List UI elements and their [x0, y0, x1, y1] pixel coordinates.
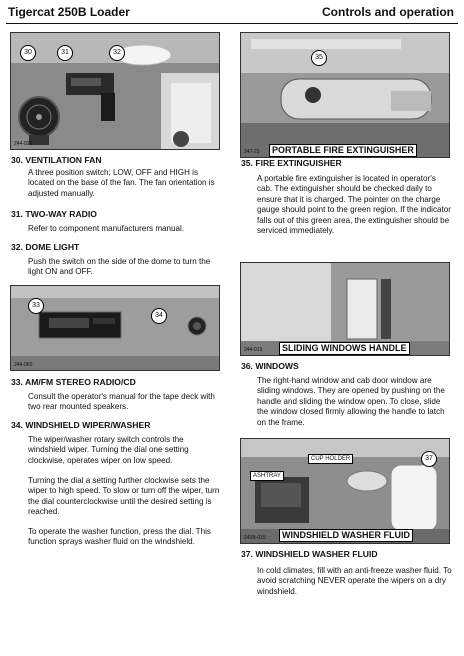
callout-34: 34: [151, 308, 167, 324]
cup-holder-tag: CUP HOLDER: [308, 454, 353, 464]
windows-photo: [240, 262, 450, 356]
washer-photo: [240, 438, 450, 544]
section-36-body: The right-hand window and cab door window are sliding windows. They are opened by pushing on the handle and sliding the window open. To close, slide the window closed firmly allowing the handle to latch on the frame.: [257, 376, 445, 427]
section-33-title: 33. AM/FM STEREO RADIO/CD: [11, 377, 136, 387]
ashtray-tag: ASHTRAY: [250, 471, 284, 481]
photo-code: 244-019: [244, 347, 263, 353]
photo-code: 240B-015: [244, 535, 266, 541]
photo-caption: PORTABLE FIRE EXTINGUISHER: [269, 144, 417, 157]
section-35-title: 35. FIRE EXTINGUISHER: [241, 158, 342, 168]
section-32-title: 32. DOME LIGHT: [11, 242, 80, 252]
section-31-body: Refer to component manufacturers manual.: [28, 224, 185, 233]
section-33-body: Consult the operator's manual for the tape deck with two rear mounted speakers.: [28, 392, 215, 412]
extinguisher-photo-art: [241, 33, 449, 157]
photo-caption: SLIDING WINDOWS HANDLE: [279, 342, 410, 355]
page-header: [0, 0, 464, 26]
photo-caption: WINDSHIELD WASHER FLUID: [279, 529, 413, 542]
section-34-para-1: The wiper/washer rotary switch controls the windshield wiper. Turning the dial one setting clockwise, operates wiper on low speed.: [28, 435, 189, 465]
photo-code: 244-060: [14, 362, 33, 368]
section-34-para-3: To operate the washer function, press the dial. This function sprays washer fluid on the windshield.: [28, 527, 211, 547]
section-34-title: 34. WINDSHIELD WIPER/WASHER: [11, 420, 151, 430]
callout-37: 37: [421, 451, 437, 467]
section-35-body: A portable fire extinguisher is located in operator's cab. The extinguisher should be checked daily to ensure that it is charged. The pointer on the charge gauge should point to the green region. If the indicator falls out of this green area, the extinguisher should be serviced immediately.: [257, 174, 451, 236]
photo-code: 244-020: [14, 141, 33, 147]
photo-code: 247-23: [244, 149, 260, 155]
fan-photo: [10, 32, 220, 150]
callout-32: 32: [109, 45, 125, 61]
section-37-body: In cold climates, fill with an anti-freeze washer fluid. To avoid scratching NEVER operate the wipers on a dry windshield.: [257, 566, 452, 596]
section-31-title: 31. TWO-WAY RADIO: [11, 209, 97, 219]
callout-30: 30: [20, 45, 36, 61]
section-30-body: A three position switch; LOW, OFF and HIGH is located on the base of the fan. The fan orientation is adjusted manually.: [28, 168, 215, 198]
section-30-title: 30. VENTILATION FAN: [11, 155, 102, 165]
radio-photo-art: [11, 286, 219, 370]
section-34-para-2: Turning the dial a setting further clockwise sets the wiper to high speed. To slow or turn off the wiper, turn the dial counterclockwise until the desired setting is reached.: [28, 476, 220, 517]
header-rule: [6, 23, 458, 24]
callout-33: 33: [28, 298, 44, 314]
extinguisher-photo: [240, 32, 450, 158]
section-36-title: 36. WINDOWS: [241, 361, 299, 371]
manual-title: Tigercat 250B Loader: [8, 5, 130, 19]
chapter-title: Controls and operation: [322, 5, 454, 19]
callout-31: 31: [57, 45, 73, 61]
radio-photo: [10, 285, 220, 371]
section-32-body: Push the switch on the side of the dome to turn the light ON and OFF.: [28, 257, 211, 277]
section-37-title: 37. WINDSHIELD WASHER FLUID: [241, 549, 378, 559]
callout-35: 35: [311, 50, 327, 66]
